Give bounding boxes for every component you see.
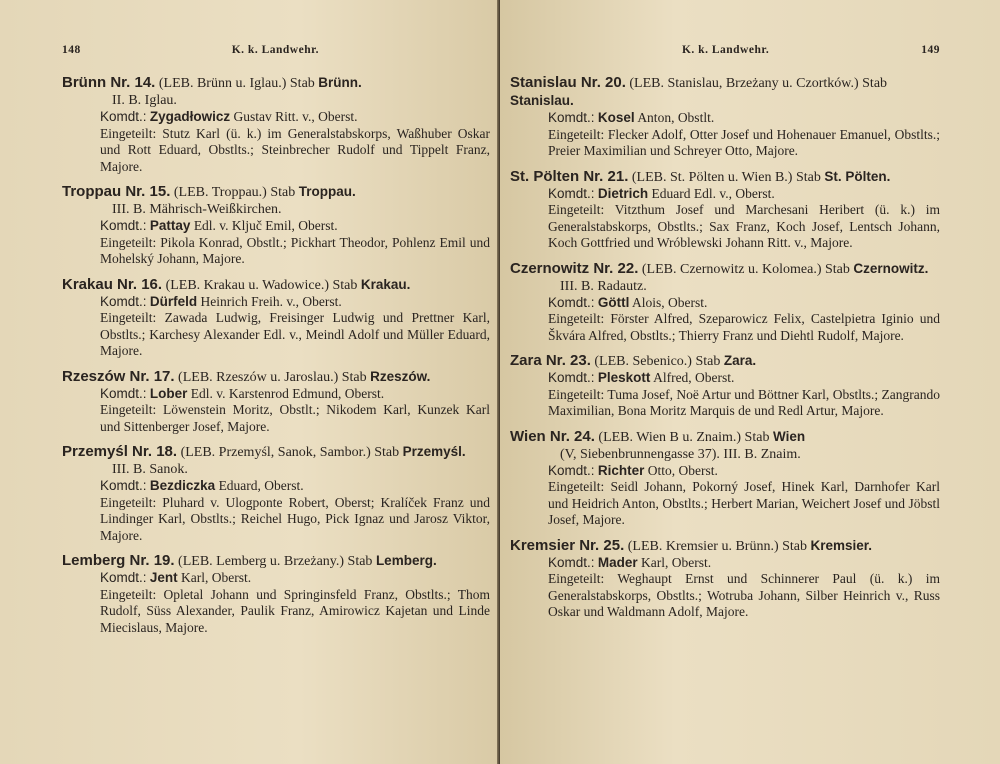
assigned-officers: Eingeteilt: Pluhard v. Ulogponte Robert, Oberst; Kralíček Franz und Lindinger Karl, Obstlts.; Reichel Hugo, Pick Ignaz und Jarosz Viktor, Majore. — [100, 494, 490, 543]
commander-line — [62, 294, 490, 311]
commander-surname: Dürfeld — [149, 293, 198, 309]
regiment-districts: (LEB. Krakau u. Wadowice.) Stab — [165, 277, 358, 293]
assigned-officers: Eingeteilt: Seidl Johann, Pokorný Josef, Hinek Karl, Darnhofer Karl und Heidrich Anton, Obstlts.; Herbert Marian, Weichert Josef und Jöbstl Josef, Majore. — [548, 479, 940, 527]
regiment-entry — [62, 368, 490, 436]
commander-surname: Dietrich — [597, 185, 649, 201]
assigned-officers: Eingeteilt: Zawada Ludwig, Freisinger Ludwig und Prettner Karl, Obstlts.; Karchesy Alexander Edl. v., Meindl Adolf und Müller Eduard, Majore. — [100, 310, 490, 358]
regiment-staff-location: Troppau. — [298, 184, 356, 199]
regiment-staff-location: Stanislau. — [510, 93, 574, 108]
regiment-entry — [62, 183, 490, 268]
regiment-heading — [510, 260, 940, 295]
regiment-districts: (LEB. Przemyśl, Sanok, Sambor.) Stab — [180, 445, 400, 460]
commander-surname: Richter — [597, 462, 645, 478]
commander-surname: Jent — [149, 570, 178, 585]
commander-label: Komdt.: — [100, 570, 147, 585]
commander-details: Eduard, Oberst. — [218, 478, 304, 493]
regiment-name: Brünn Nr. 14. — [62, 74, 156, 91]
commander-label: Komdt.: — [548, 185, 595, 201]
commander-surname: Bezdiczka — [149, 478, 216, 493]
commander-details: Karl, Oberst. — [181, 570, 252, 585]
commander-line — [62, 218, 490, 235]
regiment-heading — [510, 168, 940, 186]
commander-label: Komdt.: — [548, 370, 595, 385]
right-running-head — [510, 44, 940, 62]
regiment-entry — [510, 168, 940, 252]
regiment-districts: (LEB. Czernowitz u. Kolomea.) Stab — [641, 261, 850, 277]
commander-surname: Kosel — [597, 110, 635, 125]
regiment-heading — [62, 183, 490, 218]
regiment-name: Czernowitz Nr. 22. — [510, 259, 639, 277]
regiment-heading-continued: III. B. Radautz. — [560, 278, 647, 294]
regiment-name: Krakau Nr. 16. — [62, 275, 163, 293]
regiment-heading — [62, 552, 490, 570]
commander-label: Komdt.: — [100, 293, 147, 309]
regiment-entry — [510, 74, 940, 160]
regiment-entry — [62, 276, 490, 360]
regiment-districts: (LEB. Stanislau, Brzeżany u. Czortków.) Stab — [629, 76, 888, 91]
commander-label: Komdt.: — [548, 462, 595, 478]
regiment-entry — [62, 552, 490, 636]
commander-label: Komdt.: — [100, 109, 147, 124]
commander-details: Gustav Ritt. v., Oberst. — [233, 109, 358, 124]
assigned-officers: Eingeteilt: Opletal Johann und Springinsfeld Franz, Obstlts.; Thom Rudolf, Süss Alexander, Paulik Franz, Amirowicz Kajetan und Linde Miecislaus, Majore. — [100, 586, 490, 635]
assigned-officers: Eingeteilt: Stutz Karl (ü. k.) im Generalstabskorps, Waßhuber Oskar und Rott Eduard, Obstlts.; Steinbrecher Rudolf und Tippelt Franz, Majore. — [100, 125, 490, 174]
regiment-staff-location: Zara. — [723, 353, 757, 368]
commander-line — [510, 295, 940, 312]
page-number: 148 — [62, 44, 81, 56]
commander-label: Komdt.: — [100, 218, 147, 233]
regiment-entry — [510, 352, 940, 420]
assigned-officers: Eingeteilt: Flecker Adolf, Otter Josef und Hohenauer Emanuel, Obstlts.; Preier Maximilian und Schreyer Otto, Majore. — [548, 126, 940, 158]
commander-surname: Mader — [597, 554, 638, 570]
commander-label: Komdt.: — [100, 478, 147, 493]
commander-label: Komdt.: — [548, 554, 595, 570]
commander-label: Komdt.: — [548, 110, 595, 125]
running-title: K. k. Landwehr. — [681, 44, 770, 56]
regiment-heading — [62, 443, 490, 478]
running-title: K. k. Landwehr. — [231, 44, 320, 56]
commander-line — [510, 110, 940, 127]
regiment-staff-location: Brünn. — [318, 75, 362, 90]
regiment-heading-continued: (V, Siebenbrunnengasse 37). III. B. Znaim. — [560, 446, 801, 462]
regiment-districts: (LEB. Rzeszów u. Jaroslau.) Stab — [178, 369, 367, 385]
commander-details: Edl. v. Karstenrod Edmund, Oberst. — [190, 385, 385, 401]
regiment-districts: (LEB. Lemberg u. Brzeżany.) Stab — [178, 554, 373, 569]
assigned-officers: Eingeteilt: Löwenstein Moritz, Obstlt.; Nikodem Karl, Kunzek Karl und Sittenberger Josef, Majore. — [100, 402, 490, 434]
commander-label: Komdt.: — [100, 385, 147, 401]
regiment-districts: (LEB. Troppau.) Stab — [173, 185, 296, 200]
commander-details: Edl. v. Ključ Emil, Oberst. — [193, 218, 338, 233]
regiment-name: Wien Nr. 24. — [510, 427, 595, 445]
regiment-staff-location: Kremsier. — [810, 537, 873, 553]
commander-details: Karl, Oberst. — [641, 554, 712, 570]
commander-surname: Lober — [149, 385, 188, 401]
regiment-heading — [510, 428, 940, 463]
regiment-heading — [62, 74, 490, 109]
assigned-officers: Eingeteilt: Pikola Konrad, Obstlt.; Pickhart Theodor, Pohlenz Emil und Mohelský Johann, Majore. — [100, 234, 490, 266]
left-running-head — [62, 44, 490, 62]
commander-line — [510, 370, 940, 387]
commander-surname: Zygadłowicz — [149, 109, 231, 124]
commander-label: Komdt.: — [548, 294, 595, 310]
regiment-districts: (LEB. Kremsier u. Brünn.) Stab — [627, 538, 807, 554]
regiment-staff-location: Rzeszów. — [370, 368, 431, 384]
commander-details: Otto, Oberst. — [647, 462, 718, 478]
regiment-heading — [510, 537, 940, 555]
commander-details: Alois, Oberst. — [632, 294, 708, 310]
regiment-districts: (LEB. Brünn u. Iglau.) Stab — [158, 76, 315, 91]
regiment-staff-location: Krakau. — [360, 276, 411, 292]
regiment-name: Lemberg Nr. 19. — [62, 552, 175, 569]
regiment-staff-location: Lemberg. — [375, 553, 437, 568]
regiment-name: Kremsier Nr. 25. — [510, 536, 625, 554]
right-entries — [510, 74, 940, 621]
regiment-districts: (LEB. Sebenico.) Stab — [594, 354, 721, 369]
regiment-heading-continued: III. B. Mährisch-Weißkirchen. — [112, 202, 282, 217]
commander-line — [62, 386, 490, 403]
regiment-staff-location: Wien — [772, 428, 806, 444]
commander-line — [62, 478, 490, 495]
commander-surname: Pleskott — [597, 370, 651, 385]
regiment-staff-location: Czernowitz. — [853, 260, 929, 276]
regiment-name: Stanislau Nr. 20. — [510, 74, 626, 91]
regiment-heading-continued: II. B. Iglau. — [112, 93, 177, 108]
assigned-officers: Eingeteilt: Förster Alfred, Szeparowicz Felix, Castelpietra Iginio und Škvára Alfred, Obstlts.; Thierry Franz und Diehtl Rudolf, Majore. — [548, 311, 940, 343]
regiment-entry — [510, 260, 940, 345]
assigned-officers: Eingeteilt: Weghaupt Ernst und Schinnerer Paul (ü. k.) im Generalstabskorps, Obstlts.; Wotruba Johann, Silber Heinrich v., Russ Oskar und Waldmann Adolf, Majore. — [548, 571, 940, 619]
regiment-districts: (LEB. Wien B u. Znaim.) Stab — [598, 429, 770, 445]
regiment-name: Rzeszów Nr. 17. — [62, 367, 175, 385]
regiment-districts: (LEB. St. Pölten u. Wien B.) Stab — [631, 169, 821, 185]
commander-line — [62, 570, 490, 587]
regiment-heading — [62, 368, 490, 386]
commander-details: Eduard Edl. v., Oberst. — [651, 185, 775, 201]
regiment-entry — [510, 537, 940, 621]
right-page — [500, 0, 1000, 764]
regiment-staff-location: Przemyśl. — [402, 444, 466, 459]
left-entries — [62, 74, 490, 636]
commander-line — [510, 463, 940, 480]
regiment-heading — [510, 352, 940, 370]
commander-line — [510, 555, 940, 572]
commander-surname: Pattay — [149, 218, 191, 233]
commander-surname: Göttl — [597, 294, 630, 310]
regiment-name: Przemyśl Nr. 18. — [62, 443, 178, 460]
regiment-entry — [510, 428, 940, 529]
regiment-staff-location: St. Pölten. — [824, 168, 891, 184]
commander-line — [510, 186, 940, 203]
commander-details: Anton, Obstlt. — [637, 110, 715, 125]
regiment-name: Troppau Nr. 15. — [62, 183, 171, 200]
commander-line — [62, 109, 490, 126]
commander-details: Heinrich Freih. v., Oberst. — [200, 293, 342, 309]
assigned-officers: Eingeteilt: Tuma Josef, Noë Artur und Böttner Karl, Obstlts.; Zangrando Maximilian, Bona Moritz Marquis de und Redl Artur, Majore. — [548, 386, 940, 418]
regiment-entry — [62, 74, 490, 175]
regiment-name: Zara Nr. 23. — [510, 352, 591, 369]
regiment-entry — [62, 443, 490, 544]
regiment-heading — [62, 276, 490, 294]
regiment-heading-continued: III. B. Sanok. — [112, 462, 188, 477]
regiment-name: St. Pölten Nr. 21. — [510, 167, 629, 185]
regiment-heading — [510, 74, 940, 110]
assigned-officers: Eingeteilt: Vitzthum Josef und Marchesani Heribert (ü. k.) im Generalstabskorps, Obstlts.; Sax Franz, Koch Josef, Lentsch Johann, Koch Gottfried und Wróblewski Johann Ritt. v., Majore. — [548, 202, 940, 250]
page-number: 149 — [921, 44, 940, 56]
commander-details: Alfred, Oberst. — [653, 370, 735, 385]
